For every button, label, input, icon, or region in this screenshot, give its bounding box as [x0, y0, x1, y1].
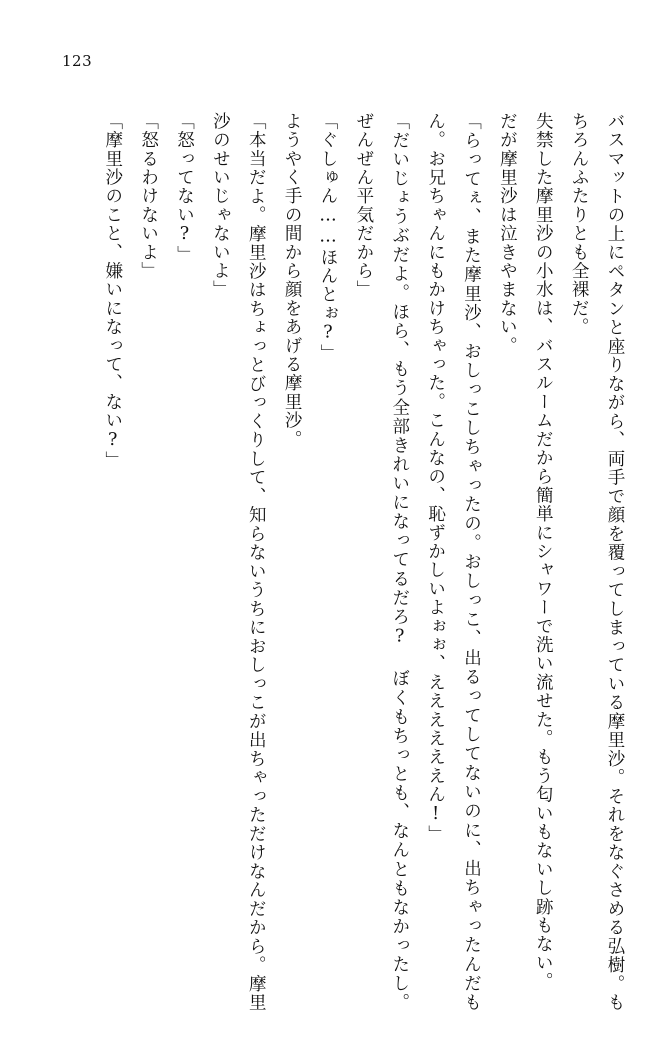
page-number: 123 — [62, 52, 93, 70]
paragraph: 「怒るわけないよ」 — [138, 112, 159, 281]
paragraph: バスマットの上にペタンと座りながら、両手で顔を覆ってしまっている摩里沙。それをなぐさめる弘樹。もちろんふたりとも全裸だ。 — [569, 112, 625, 1012]
paragraph: 「本当だよ。摩里沙はちょっとびっくりして、知らないうちにおしっこが出ちゃっただけなんだから。摩里沙のせいじゃないよ」 — [210, 112, 267, 1012]
paragraph: 「摩里沙のこと、嫌いになって、ない?」 — [102, 112, 123, 470]
paragraph: 失禁した摩里沙の小水は、バスルームだから簡単にシャワーで洗い流せた。もう匂いもないし跡もない。 — [533, 112, 554, 991]
paragraph: 「怒ってない?」 — [174, 112, 195, 265]
paragraph: だが摩里沙は泣きやまない。 — [497, 112, 518, 356]
paragraph: 「らってぇ、また摩里沙、おしっこしちゃったの。おしっこ、出るってしてないのに、出ちゃったんだもん。お兄ちゃんにもかけちゃった。こんなの、恥ずかしいよぉぉ、ええええええん!」 — [425, 112, 482, 1012]
paragraph: 「だいじょうぶだよ。ほら、もう全部きれいになってるだろ? ぼくもちっとも、なんともなかったし。ぜんぜん平気だから」 — [353, 112, 410, 1012]
paragraph: ようやく手の間から顔をあげる摩里沙。 — [282, 112, 303, 449]
paragraph: 「ぐしゅん……ほんとぉ?」 — [318, 112, 338, 363]
page-body-text — [36, 112, 632, 1012]
